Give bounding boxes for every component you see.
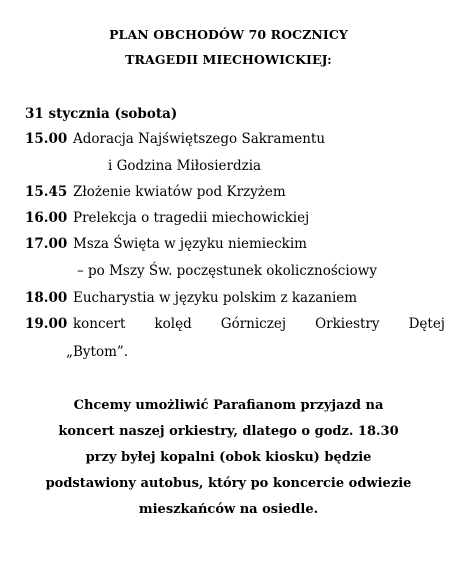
- schedule-time: 16.00: [25, 210, 68, 226]
- schedule-text: Prelekcja o tragedii miechowickiej: [73, 210, 310, 226]
- notice-line: podstawiony autobus, który po koncercie odwiezie: [45, 476, 412, 491]
- schedule-item: [25, 184, 286, 200]
- schedule-time: 15.45: [25, 184, 68, 200]
- schedule-time: 15.00: [25, 131, 68, 147]
- notice-line: koncert naszej orkiestry, dlatego o godz. 18.30: [58, 424, 399, 439]
- schedule-time: 17.00: [25, 236, 68, 252]
- notice-line: Chcemy umożliwić Parafianom przyjazd na: [73, 398, 384, 413]
- document-title-line-2: TRAGEDII MIECHOWICKIEJ:: [125, 52, 332, 67]
- notice-line: przy byłej kopalni (obok kiosku) będzie: [85, 450, 372, 465]
- schedule-continuation: – po Mszy Św. poczęstunek okolicznościowy: [77, 263, 377, 279]
- schedule-item: [25, 236, 307, 252]
- schedule-item: [25, 210, 309, 226]
- schedule-text: Eucharystia w języku polskim z kazaniem: [73, 290, 358, 306]
- schedule-time: 18.00: [25, 290, 68, 306]
- schedule-text: Złożenie kwiatów pod Krzyżem: [73, 184, 286, 200]
- schedule-continuation: „Bytom”.: [66, 344, 129, 360]
- schedule-item: [25, 131, 325, 147]
- schedule-text: Msza Święta w języku niemieckim: [73, 236, 307, 252]
- document-title-line-1: PLAN OBCHODÓW 70 ROCZNICY: [109, 27, 348, 42]
- schedule-item: [25, 290, 357, 306]
- event-date: 31 stycznia (sobota): [25, 106, 178, 122]
- schedule-time: 19.00: [25, 316, 68, 332]
- schedule-text: Adoracja Najświętszego Sakramentu: [73, 131, 326, 147]
- schedule-continuation: i Godzina Miłosierdzia: [108, 158, 262, 174]
- schedule-text: koncert kolęd Górniczej Orkiestry Dętej: [73, 316, 445, 332]
- schedule-item: [25, 316, 445, 332]
- notice-line: mieszkańców na osiedle.: [138, 502, 319, 517]
